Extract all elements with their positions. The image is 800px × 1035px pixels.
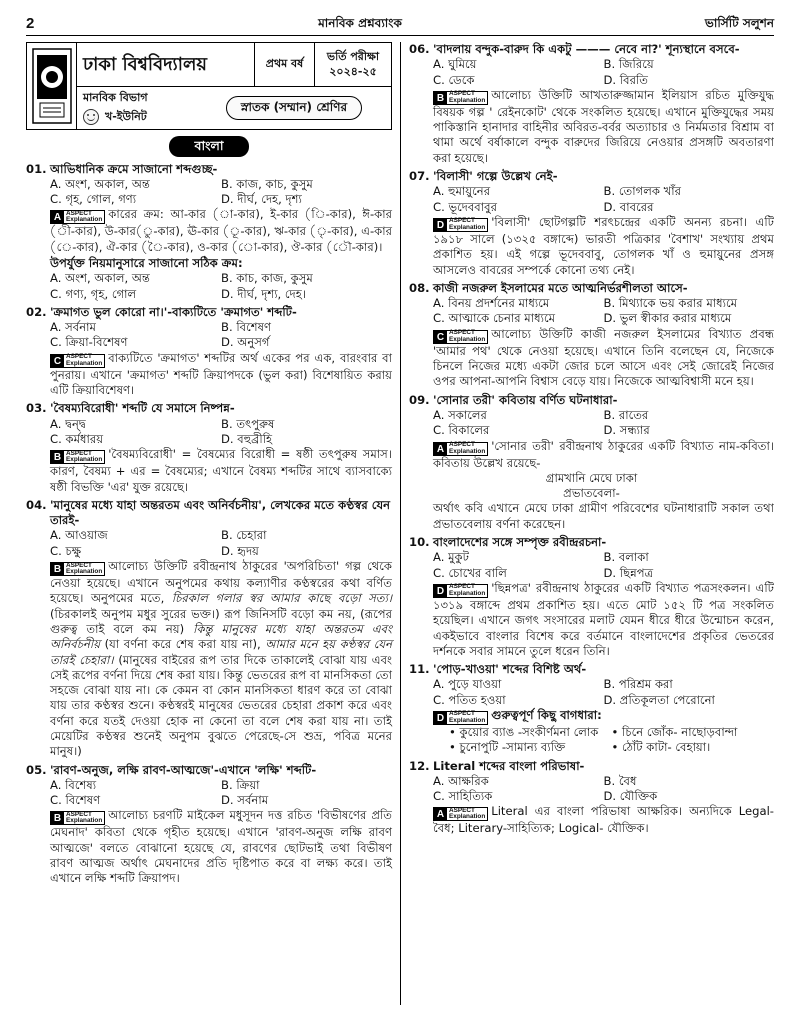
option-b: B. মিথ্যাকে ভয় করার মাধ্যমে bbox=[603, 296, 738, 311]
option-d: D. ভুল স্বীকার করার মাধ্যমে bbox=[603, 311, 732, 326]
option-a: A. সকালের bbox=[433, 407, 487, 422]
exam-banner bbox=[26, 42, 392, 130]
option-c: C. সাহিত্যিক bbox=[433, 789, 493, 804]
answer-tag bbox=[433, 711, 488, 725]
question-5 bbox=[26, 763, 392, 887]
option-d: D. দীর্ঘ, দেহ, দৃশ্য bbox=[221, 192, 302, 207]
explanation: 'সোনার তরী' রবীন্দ্রনাথ ঠাকুরের একটি বিখ্যাত নাম-কবিতা। কবিতায় উল্লেখ রয়েছে- bbox=[433, 438, 774, 470]
quoted-line: আমার মনে হয় কণ্ঠস্বর যেন তারই চেহারা। bbox=[50, 637, 393, 667]
explanation-part: আলোচ্য উক্তিটি রবীন্দ্রনাথ ঠাকুরের 'অপরিচিতা' গল্প থেকে নেওয়া হয়েছে। এখানে অনুপমের কথায় কল্যাণীর কণ্ঠস্বরের কথা বর্ণিত হয়েছে। অনুপমের মতে, bbox=[50, 559, 392, 606]
option-b: B. তোগলক খাঁর bbox=[603, 184, 681, 199]
running-header bbox=[26, 12, 774, 36]
answer-letter: B bbox=[434, 92, 447, 104]
option-d: D. হৃদয় bbox=[221, 543, 259, 558]
option-b: B. বলাকা bbox=[603, 550, 649, 565]
question-number: 08. bbox=[409, 280, 430, 295]
tag-label-top: ASPECT bbox=[66, 209, 92, 217]
option-d: D. বাবরের bbox=[603, 199, 654, 214]
tag-label-top: ASPECT bbox=[66, 561, 92, 569]
department-name: মানবিক বিভাগ bbox=[83, 90, 148, 104]
option-b: B. তৎপুরুষ bbox=[221, 416, 275, 431]
tag-label-bottom: Explanation bbox=[449, 716, 486, 724]
explanation-part: (যা বর্ণনা করে শেষ করা যায় না), bbox=[104, 637, 261, 652]
option-a: A. সর্বনাম bbox=[50, 320, 96, 335]
option-c: C. বিকালের bbox=[433, 423, 490, 438]
option-d: D. যৌক্তিক bbox=[603, 789, 658, 804]
smiley-icon bbox=[83, 109, 99, 125]
option-b: B. পরিশ্রম করা bbox=[603, 677, 673, 692]
poem-line: গ্রামখানি মেঘে ঢাকা bbox=[545, 470, 638, 485]
option-c: C. গৃহ, গোল, গণ্য bbox=[50, 192, 137, 207]
question-10 bbox=[409, 535, 774, 659]
answer-letter: D bbox=[434, 585, 447, 597]
question-1 bbox=[26, 162, 392, 302]
question-number: 09. bbox=[409, 392, 430, 407]
option-b: B. কাজ, কাচ, কুসুম bbox=[221, 176, 313, 191]
university-seal-icon bbox=[27, 43, 77, 129]
question-text: কাজী নজরুল ইসলামের মতে আত্মনির্ভরশীলতা আসে- bbox=[433, 280, 688, 295]
question-7 bbox=[409, 169, 774, 278]
tag-label-bottom: Explanation bbox=[449, 813, 486, 821]
answer-letter: C bbox=[51, 355, 64, 367]
question-number: 12. bbox=[409, 758, 430, 773]
answer-tag bbox=[433, 218, 488, 232]
tag-label-top: ASPECT bbox=[449, 90, 475, 98]
option-d: D. ছিন্নপত্র bbox=[603, 565, 654, 580]
option-b: B. জিরিয়ে bbox=[603, 57, 654, 72]
explanation: গুরুত্বপূর্ণ কিছু বাগধারা: bbox=[491, 707, 602, 722]
question-9 bbox=[409, 393, 774, 532]
question-text: 'বিলাসী' গল্পে উল্লেখ নেই- bbox=[433, 169, 558, 184]
option-a: A. মুকুট bbox=[433, 550, 469, 565]
tag-label-top: ASPECT bbox=[66, 353, 92, 361]
option-c: C. আত্মাকে চেনার মাধ্যমে bbox=[433, 311, 556, 326]
option-d: D. অনুসর্গ bbox=[221, 335, 270, 350]
option-a: A. অংশ, অকাল, অন্ত bbox=[50, 176, 150, 191]
explanation: আলোচ্য চরণটি মাইকেল মধুসূদন দত্ত রচিত 'বিভীষণের প্রতি মেঘনাদ' কবিতা থেকে গৃহীত হয়েছে। এখানে 'রাবণ-অনুজ লক্ষি রাবণ আত্মজে' বলতে বোঝানো হয়েছে যে, রাবণের ছোটভাই তথা বিভীষণ রাবণ আত্মজ অর্থাৎ মেঘনাদের প্রতি দৃষ্টিপাত করে বা লক্ষ্য করে। তাই এখানে লক্ষি শব্দটি ক্রিয়াপদ। bbox=[50, 808, 392, 886]
option-b: B. বিশেষণ bbox=[221, 320, 272, 335]
answer-letter: A bbox=[434, 443, 447, 455]
explanation: Literal এর বাংলা পরিভাষা আক্ষরিক। অন্যদিকে Legal- বৈধ; Literary-সাহিত্যিক; Logical- যৌক্তিক। bbox=[433, 804, 774, 836]
idiom-item: • ঠোঁট কাটা- বেহায়া। bbox=[612, 740, 775, 755]
answer-tag bbox=[50, 562, 105, 576]
answer-letter: D bbox=[434, 219, 447, 231]
unit-name: খ-ইউনিট bbox=[105, 109, 147, 123]
explanation: আলোচ্য উক্তিটি কাজী নজরুল ইসলামের বিখ্যাত প্রবন্ধ 'আমার পথ' থেকে নেওয়া হয়েছে। এখানে তিনি বলেছেন যে, নিজেকে চিনলে নিজের মধ্যে একটা জোর চলে আসে এবং সেই জোরেই নিজের ওপর আপনা-আপনি বিশ্বাস বেড়ে যায়। নিজেকে আত্মবিশ্বাসী মনে হয়। bbox=[433, 326, 774, 389]
option-a: A. বিশেষ্য bbox=[50, 777, 97, 792]
question-2 bbox=[26, 305, 392, 398]
explanation: 'ছিন্নপত্র' রবীন্দ্রনাথ ঠাকুরের একটি বিখ্যাত পত্রসংকলন। এটি ১৩১৯ বঙ্গাব্দে প্রথম প্রকাশিত হয়। এতে মোট ১৫২ টি পত্র সংকলিত হয়েছিল। এখানে জগৎ সংসারের মলাট যেমন ধীরে ধীরে উন্মোচন করেন, একইভাবে বাংলার বিশেষ করে বর্তমানে বাংলাদেশের প্রকৃতির ভেতরের দর্শনকে সবার সামনে তুলে ধরেন তিনি। bbox=[433, 580, 774, 658]
option-d: D. বহুব্রীহি bbox=[221, 431, 273, 446]
answer-tag bbox=[433, 807, 488, 821]
tag-label-bottom: Explanation bbox=[449, 335, 486, 343]
answer-letter: D bbox=[434, 712, 447, 724]
exam-session: ২০২৪-২৫ bbox=[329, 64, 377, 78]
option-c: C. গণ্য, গৃহ, গোল bbox=[50, 286, 137, 301]
option-b: B. চেহারা bbox=[221, 528, 267, 543]
tag-label-top: ASPECT bbox=[449, 583, 475, 591]
option-c: C. ভূদেববাবুর bbox=[433, 199, 497, 214]
question-number: 05. bbox=[26, 762, 47, 777]
answer-tag bbox=[50, 210, 105, 224]
question-4 bbox=[26, 498, 392, 760]
year-label: প্রথম বর্ষ bbox=[255, 43, 315, 86]
answer-tag bbox=[50, 811, 105, 825]
explanation-part: (চিরকালই অনুপম মধুর সুরের ভক্ত।) রূপ জিনিসটি বড়ো কম নয়, (রূপের গুরুত্ব তাই বলে কম নয়) bbox=[50, 606, 392, 636]
question-number: 04. bbox=[26, 497, 47, 512]
question-number: 06. bbox=[409, 42, 430, 56]
idiom-item: • চিনে জোঁক- নাছোড়বান্দা bbox=[612, 725, 775, 740]
tag-label-bottom: Explanation bbox=[66, 359, 103, 367]
question-text: 'বৈষম্যবিরোধী' শব্দটি যে সমাসে নিষ্পন্ন- bbox=[50, 401, 235, 416]
tag-label-top: ASPECT bbox=[449, 441, 475, 449]
answer-letter: A bbox=[51, 211, 64, 223]
answer-tag bbox=[50, 450, 105, 464]
answer-letter: B bbox=[51, 812, 64, 824]
option-a: A. অংশ, অকাল, অন্ত bbox=[50, 271, 150, 286]
option-b: B. বৈধ bbox=[603, 773, 637, 788]
idiom-list bbox=[409, 725, 774, 756]
tag-label-top: ASPECT bbox=[449, 806, 475, 814]
question-number: 11. bbox=[409, 662, 430, 677]
idiom-item: • কুয়োর ব্যাঙ -সংকীর্ণমনা লোক bbox=[449, 725, 612, 740]
question-11 bbox=[409, 662, 774, 755]
option-d: D. সর্বনাম bbox=[221, 793, 269, 808]
sub-question: উপর্যুক্ত নিয়মানুসারে সাজানো সঠিক ক্রম: bbox=[50, 255, 243, 270]
option-c: C. চোখের বালি bbox=[433, 565, 507, 580]
option-b: B. কাচ, কাজ, কুসুম bbox=[221, 271, 313, 286]
tag-label-bottom: Explanation bbox=[449, 447, 486, 455]
option-c: C. বিশেষণ bbox=[50, 793, 101, 808]
quoted-line: কিন্তু মানুষের মধ্যে যাহা অন্তরতম এবং অনির্বচনীয় bbox=[50, 621, 392, 652]
explanation: কারের ক্রম: আ-কার (া-কার), ই-কার (ি-কার), ঈ-কার (ী-কার), উ-কার(ু-কার), ঊ-কার (ূ-কার), ঋ-কার (ৃ-কার), এ-কার (ে-কার), ঐ-কার (ৈ-কার), ও-কার (ো-কার), ঔ-কার (ৌ-কার)। bbox=[50, 207, 392, 254]
question-text: Literal শব্দের বাংলা পরিভাষা- bbox=[433, 758, 585, 773]
question-text: 'রাবণ-অনুজ, লক্ষি রাবণ-আত্মজে'-এখানে 'লক্ষি' শব্দটি- bbox=[50, 762, 317, 777]
book-title: মানবিক প্রশ্নব্যাংক bbox=[318, 15, 402, 30]
explanation: 'বিলাসী' ছোটগল্পটি শরৎচন্দ্রের একটি অনন্য রচনা। এটি ১৯১৮ সালে (১৩২৫ বঙ্গাব্দে) ভারতী পত্রিকার 'বৈশাখ' সংখ্যায় প্রথম প্রকাশিত হয়। এই গল্পে ভূদেববাবু, তোগলক খাঁ ও হুমায়ুনের প্রসঙ্গ আসলেও বাবরের সম্পর্কে কোনো তথ্য নেই। bbox=[433, 214, 774, 277]
exam-type: ভর্তি পরীক্ষা bbox=[326, 49, 380, 63]
explanation-part: (মানুষের বাইরের রূপ তার দিকে তাকালেই বোঝা যায় এবং সেই রূপের বর্ণনা দিয়ে শেষ করা যায়। কিন্তু ভেতরের রূপ বা মানসিকতা তো সহজে বোঝা যায় না। কে কেমন বা কোন মানসিকতা ধারণ করে তা বোঝা যায় তার কণ্ঠস্বর শুনে। কণ্ঠস্বরই মানুষের ভেতরের চেহারা প্রকাশ করে এবং বর্ণনা করে যতই দেওয়া হোক না কেনো তা বলে শেষ করা যায় না। তাই মেয়েটির কণ্ঠস্বর শুনেই অনুপম বুঝতে পেরেছে-সে শুভ্র, পবিত্র মনের মানুষ।) bbox=[50, 652, 393, 759]
tag-label-bottom: Explanation bbox=[66, 456, 103, 464]
answer-tag bbox=[50, 354, 105, 368]
explanation: আলোচ্য উক্তিটি আখতারুজ্জামান ইলিয়াস রচিত মুক্তিযুদ্ধ বিষয়ক গল্প ' রেইনকোট' থেকে সংকলিত হয়েছে। এখানে মুক্তিযুদ্ধের সময় পাকিস্তানি হানাদার বাহিনীর অবিরত-বর্বর অত্যাচার ও নির্মমতার বিশ্রাম বা থামা অর্থে বর্ষাকালে বন্দুক বারুদের জিরিয়ে নেওয়ার প্রসঙ্গটি অবতারণা করা হয়েছে। bbox=[433, 87, 774, 165]
option-a: A. পুড়ে যাওয়া bbox=[433, 677, 502, 692]
option-a: A. বিনয় প্রদর্শনের মাধ্যমে bbox=[433, 296, 550, 311]
tag-label-top: ASPECT bbox=[66, 810, 92, 818]
exam-label bbox=[315, 43, 391, 86]
tag-label-bottom: Explanation bbox=[66, 817, 103, 825]
question-12 bbox=[409, 759, 774, 837]
question-number: 03. bbox=[26, 401, 47, 416]
question-number: 01. bbox=[26, 161, 47, 176]
subject-heading: বাংলা bbox=[169, 136, 250, 157]
question-number: 07. bbox=[409, 169, 430, 184]
option-c: C. ক্রিয়া-বিশেষণ bbox=[50, 335, 128, 350]
option-a: A. আওয়াজ bbox=[50, 528, 108, 543]
option-a: A. আক্ষরিক bbox=[433, 773, 489, 788]
option-a: A. ঘুমিয়ে bbox=[433, 57, 477, 72]
option-b: B. রাতের bbox=[603, 407, 649, 422]
answer-tag bbox=[433, 330, 488, 344]
department-block bbox=[77, 87, 197, 129]
answer-letter: B bbox=[51, 451, 64, 463]
question-text: 'ক্রমাগত ভুল কোরো না।'-বাক্যটিতে 'ক্রমাগত' শব্দটি- bbox=[50, 304, 297, 319]
question-text: আভিধানিক ক্রমে সাজানো শব্দগুচ্ছ- bbox=[50, 161, 218, 176]
question-text: 'বাদলায় বন্দুক-বারুদ কি একটু ——— নেবে না?' শূন্যস্থানে বসবে- bbox=[433, 42, 740, 56]
question-text: 'মানুষের মধ্যে যাহা অন্তরতম এবং অনির্বচনীয়', লেখকের মতে কণ্ঠস্বর যেন তারই- bbox=[50, 497, 391, 528]
option-c: C. চক্ষু bbox=[50, 543, 82, 558]
question-8 bbox=[409, 281, 774, 390]
option-c: C. ডেকে bbox=[433, 72, 475, 87]
option-a: A. দ্বন্দ্ব bbox=[50, 416, 86, 431]
answer-tag bbox=[433, 91, 488, 105]
tag-label-bottom: Explanation bbox=[66, 568, 103, 576]
tag-label-bottom: Explanation bbox=[449, 589, 486, 597]
two-column-body bbox=[26, 42, 774, 1005]
idiom-item: • চুনোপুটি -সামান্য ব্যক্তি bbox=[449, 740, 612, 755]
answer-letter: A bbox=[434, 808, 447, 820]
option-d: D. দীর্ঘ, দৃশ্য, দেহ। bbox=[221, 286, 306, 301]
answer-tag bbox=[433, 584, 488, 598]
answer-tag bbox=[433, 442, 488, 456]
option-c: C. পতিত হওয়া bbox=[433, 692, 506, 707]
left-column bbox=[26, 42, 400, 1005]
quoted-line: চিরকাল গলার স্বর আমার কাছে বড়ো সত্য। bbox=[171, 591, 393, 606]
tag-label-top: ASPECT bbox=[449, 217, 475, 225]
option-c: C. কর্মধারয় bbox=[50, 431, 104, 446]
degree-label: স্নাতক (সম্মান) শ্রেণির bbox=[226, 96, 362, 120]
answer-letter: C bbox=[434, 331, 447, 343]
question-text: বাংলাদেশের সঙ্গে সম্পৃক্ত রবীন্দ্ররচনা- bbox=[433, 535, 607, 550]
publisher-name: ভার্সিটি সলুশন bbox=[704, 15, 774, 30]
explanation: 'বৈষম্যবিরোধী' = বৈষম্যের বিরোধী = ষষ্ঠী তৎপুরুষ সমাস। কারণ, বৈষম্য + এর = বৈষম্যের; এখানে বৈষম্য শব্দটির সাথে ব্যাসবাক্যে ষষ্ঠী বিভক্তি 'এর' যুক্ত রয়েছে। bbox=[50, 447, 392, 494]
explanation-continued: অর্থাৎ কবি এখানে মেঘে ঢাকা গ্রামীণ পরিবেশের ঘটনাধারাটি সকাল তথা প্রভাতবেলায় বর্ণনা করেছেন। bbox=[433, 501, 774, 531]
tag-label-bottom: Explanation bbox=[66, 216, 103, 224]
page-number: 2 bbox=[26, 14, 35, 32]
university-name: ঢাকা বিশ্ববিদ্যালয় bbox=[77, 43, 255, 86]
answer-letter: B bbox=[51, 563, 64, 575]
question-number: 02. bbox=[26, 304, 47, 319]
tag-label-bottom: Explanation bbox=[449, 96, 486, 104]
question-text: 'সোনার তরী' কবিতায় বর্ণিত ঘটনাধারা- bbox=[433, 392, 618, 407]
tag-label-top: ASPECT bbox=[449, 710, 475, 718]
option-d: D. প্রতিকূলতা পেরোনো bbox=[603, 692, 715, 707]
poem-line: প্রভাতবেলা- bbox=[563, 486, 620, 501]
right-column bbox=[400, 42, 774, 1005]
option-d: D. সন্ধ্যার bbox=[603, 423, 650, 438]
option-b: B. ক্রিয়া bbox=[221, 777, 260, 792]
question-number: 10. bbox=[409, 535, 430, 550]
question-3 bbox=[26, 401, 392, 494]
option-d: D. বিরতি bbox=[603, 72, 648, 87]
question-6 bbox=[409, 42, 774, 166]
tag-label-top: ASPECT bbox=[66, 449, 92, 457]
explanation: বাক্যটিতে 'ক্রমাগত' শব্দটির অর্থ একের পর এক, বারংবার বা পুনরায়। এখানে 'ক্রমাগত' শব্দটি ক্রিয়াপদকে (ভুল করা) বিশেষায়িত করায় এটি ক্রিয়াবিশেষণ। bbox=[50, 350, 392, 398]
tag-label-bottom: Explanation bbox=[449, 223, 486, 231]
tag-label-top: ASPECT bbox=[449, 329, 475, 337]
question-text: 'পোড়-খাওয়া' শব্দের বিশিষ্ট অর্থ- bbox=[433, 662, 587, 677]
option-a: A. হুমায়ুনের bbox=[433, 184, 491, 199]
